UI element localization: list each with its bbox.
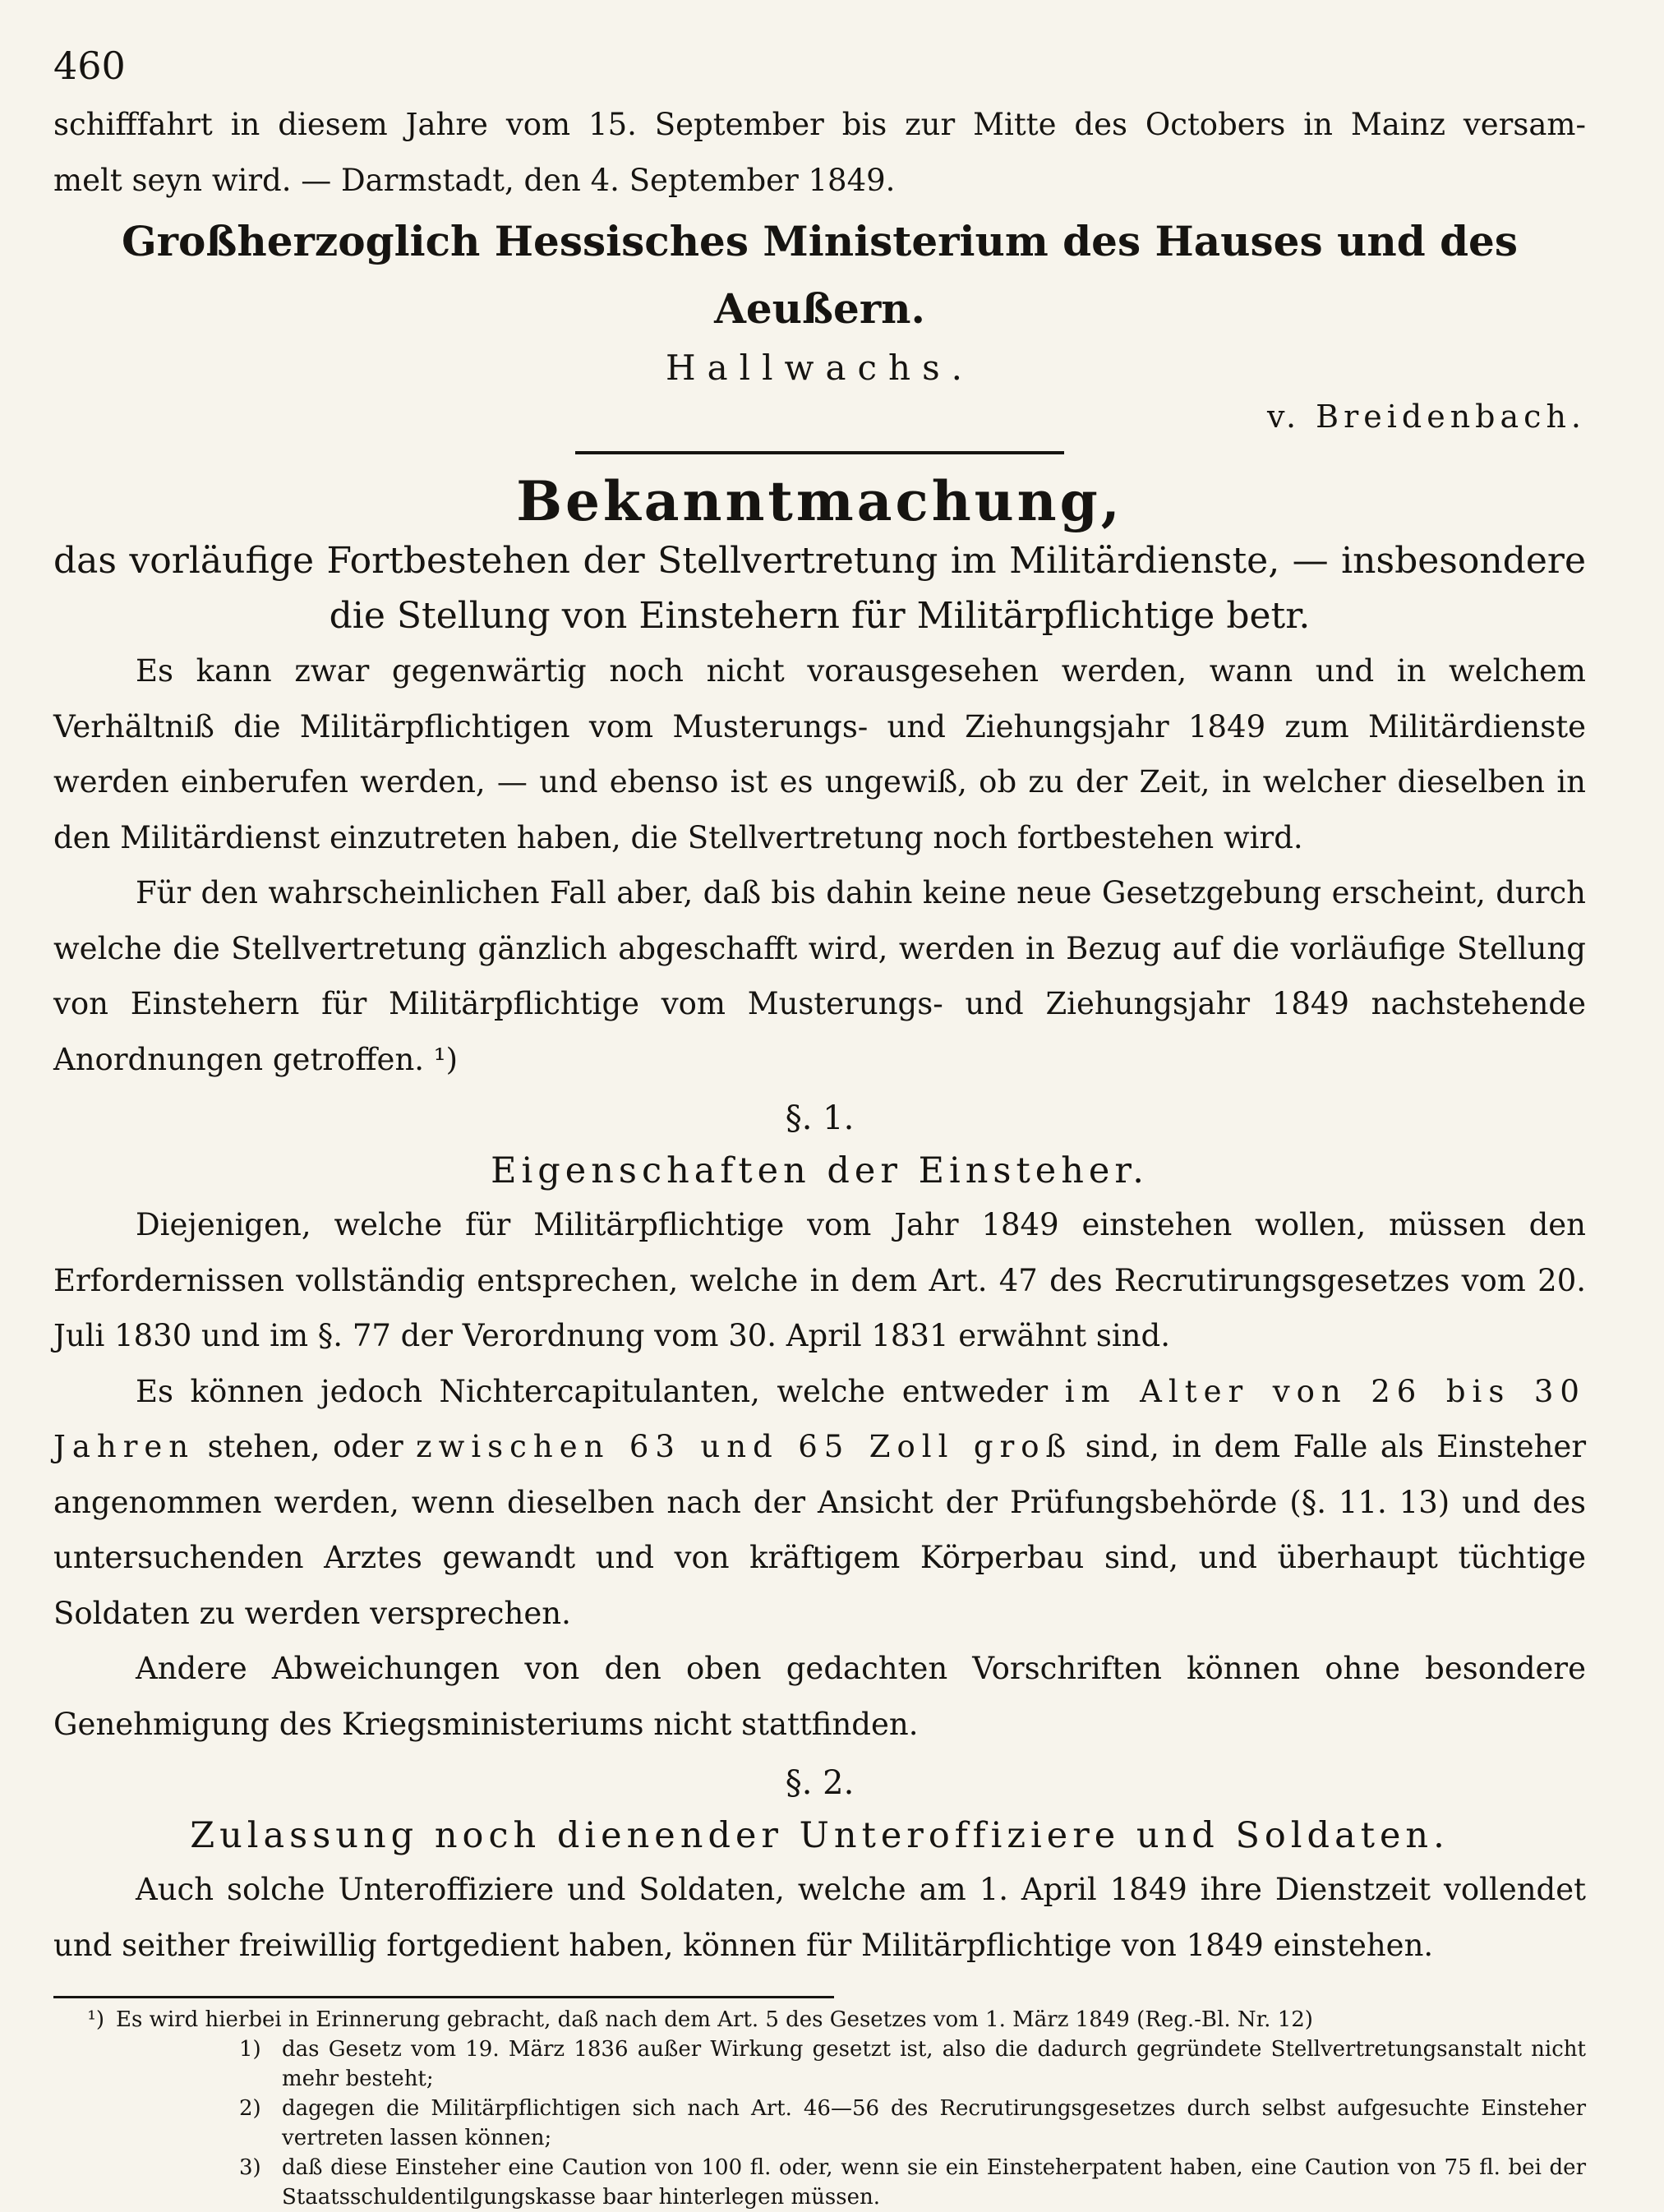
section-1-paragraph-3: Andere Abweichungen von den oben gedachten Vorschriften können ohne besondere Genehmigung des Kriegsministeriums nicht stattfinden. (53, 1651, 1586, 1742)
intro-paragraph-2: Für den wahrscheinlichen Fall aber, daß bis dahin keine neue Gesetzgebung erscheint, durch welche die Stellvertretung gänzlich abgeschafft wird, werden in Bezug auf die vorläufige Stellung von Einstehern für Militärpflichtige vom Musterungs- und Ziehungsjahr 1849 nachstehende Anordnungen getroffen. ¹) (53, 875, 1586, 1077)
footnote-item-text: dagegen die Militärpflichtigen sich nach Art. 46—56 des Recrutirungsgesetzes durch selbst aufgesuchte Einsteher vertreten lassen können; (282, 2096, 1586, 2150)
section-divider (575, 451, 1064, 454)
intro-line-2: melt seyn wird. — Darmstadt, den 4. September 1849. (53, 162, 896, 198)
ministry-heading: Großherzoglich Hessisches Ministerium des Hauses und des Aeußern. (121, 217, 1519, 333)
section-2-heading: Zulassung noch dienender Unteroffiziere und Soldaten. (190, 1815, 1450, 1856)
section-1-p2-text-c: stehen, oder (195, 1429, 417, 1464)
section-1-paragraph-2 (53, 1364, 1586, 1642)
signature-main: Hallwachs. (666, 348, 974, 388)
document-subtitle: das vorläufige Fortbestehen der Stellvertretung im Militärdienste, — insbesondere die Stellung von Einstehern für Militärpflichtige betr. (53, 540, 1586, 637)
section-1-p2-height-range: zwischen 63 und 65 Zoll groß (416, 1429, 1073, 1464)
signature-secondary: v. Breidenbach. (1267, 399, 1586, 435)
footnote-item (53, 2153, 1586, 2212)
footnote-item (53, 2094, 1586, 2153)
footnote (53, 2005, 1586, 2212)
intro-line-1: schifffahrt in diesem Jahre vom 15. September bis zur Mitte des Octobers in Mainz versam- (53, 107, 1586, 142)
section-2-number: §. 2. (785, 1764, 855, 1802)
footnote-item (53, 2035, 1586, 2094)
intro-paragraph-1: Es kann zwar gegenwärtig noch nicht vorausgesehen werden, wann und in welchem Verhältniß die Militärpflichtigen vom Musterungs- und Ziehungsjahr 1849 zum Militärdienste werden einberufen werden, — und ebenso ist es ungewiß, ob zu der Zeit, in welcher dieselben in den Militärdienst einzutreten haben, die Stellvertretung noch fortbestehen wird. (53, 653, 1586, 855)
section-1-p2-text-e: sind, in dem Falle als Einsteher angenommen werden, wenn dieselben nach der Ansicht der Prüfungsbehörde (§. 11. 13) und des untersuchenden Arztes gewandt und von kräftigem Körperbau sind, und überhaupt tüchtige Soldaten zu werden versprechen. (53, 1429, 1587, 1631)
footnote-item-text: das Gesetz vom 19. März 1836 außer Wirkung gesetzt ist, also die dadurch gegründete Stellvertretungsanstalt nicht mehr besteht; (282, 2037, 1586, 2091)
footnote-item-text: daß diese Einsteher eine Caution von 100 fl. oder, wenn sie ein Einsteherpatent haben, eine Caution von 75 fl. bei der Staatsschuldentilgungskasse baar hinterlegen müssen. (282, 2155, 1586, 2210)
section-1-p2-age-range: im Alter von 26 bis 30 Jahren (53, 1373, 1586, 1464)
footnote-lead-text: Es wird hierbei in Erinnerung gebracht, daß nach dem Art. 5 des Gesetzes vom 1. März 1849 (Reg.-Bl. Nr. 12) (116, 2007, 1313, 2032)
footnote-item-number: 1) (239, 2037, 261, 2062)
document-title: Bekanntmachung, (516, 469, 1123, 533)
footnote-item-number: 3) (239, 2155, 261, 2180)
section-1-p2-text-a: Es können jedoch Nichtercapitulanten, welche entweder (136, 1373, 1065, 1409)
section-1-paragraph-1: Diejenigen, welche für Militärpflichtige vom Jahr 1849 einstehen wollen, müssen den Erfordernissen vollständig entsprechen, welche in dem Art. 47 des Recrutirungsgesetzes vom 20. Juli 1830 und im §. 77 der Verordnung vom 30. April 1831 erwähnt sind. (53, 1207, 1586, 1353)
section-1-heading: Eigenschaften der Einsteher. (491, 1150, 1149, 1191)
footnote-lead (53, 2005, 1586, 2035)
section-1-number: §. 1. (785, 1099, 855, 1137)
page-number: 460 (53, 44, 126, 88)
footnote-divider (53, 1996, 834, 1998)
section-2-paragraph-1: Auch solche Unteroffiziere und Soldaten, welche am 1. April 1849 ihre Dienstzeit vollendet und seither freiwillig fortgedient haben, können für Militärpflichtige von 1849 einstehen. (53, 1872, 1586, 1963)
footnote-mark: ¹) (87, 2007, 104, 2032)
footnote-item-number: 2) (239, 2096, 261, 2121)
